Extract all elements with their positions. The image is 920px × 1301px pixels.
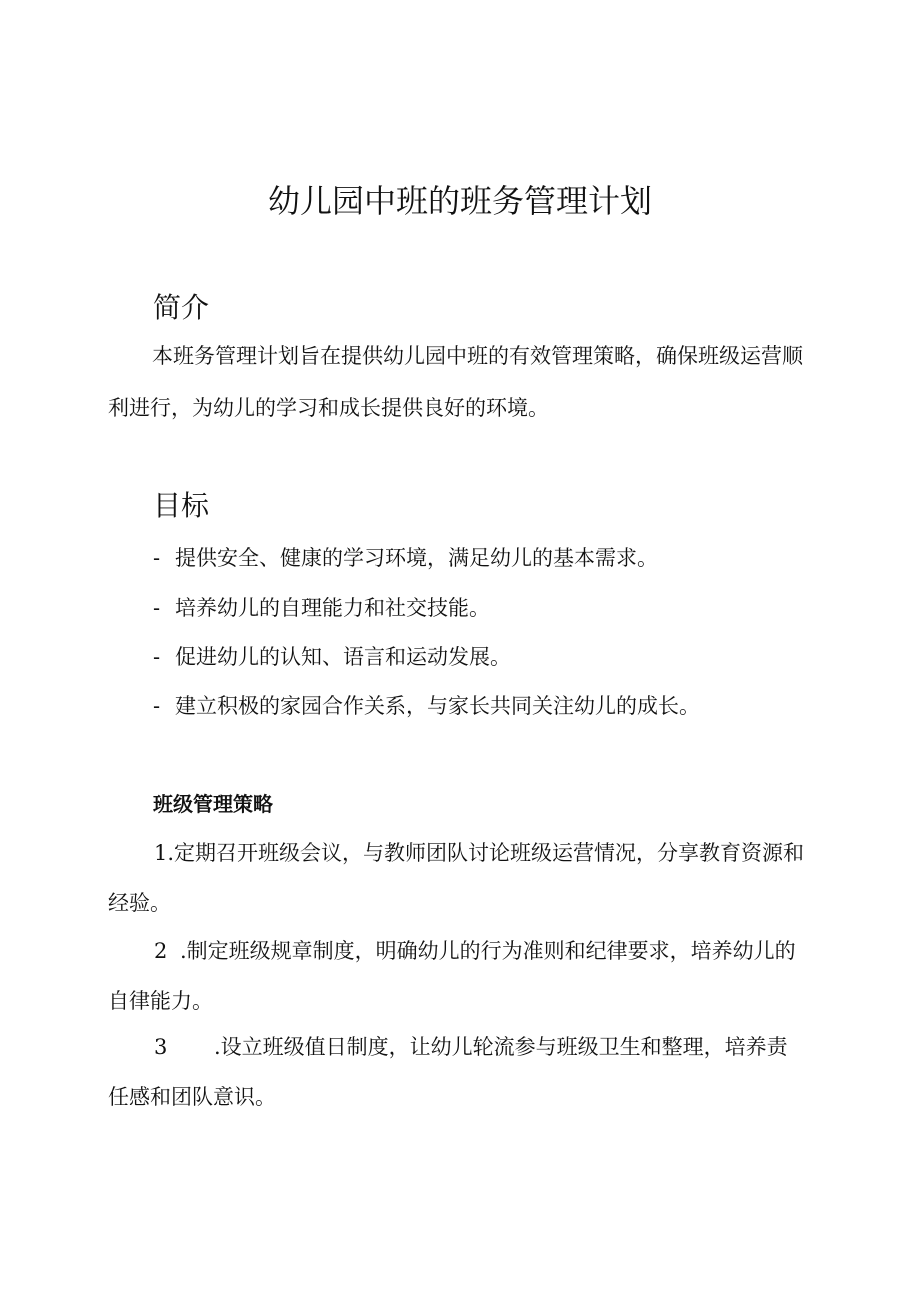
goal-item: [153, 542, 658, 572]
goal-bullet: -: [153, 645, 161, 669]
goal-bullet: -: [153, 546, 161, 570]
strategy-item: [108, 1022, 808, 1122]
strategies-heading: 班级管理策略: [153, 792, 273, 816]
strategy-number: 1.: [154, 841, 175, 865]
strategy-text: 定期召开班级会议，与教师团队讨论班级运营情况，分享教育资源和经验。: [108, 841, 805, 915]
strategy-number: 2: [154, 939, 168, 963]
goal-text: 培养幼儿的自理能力和社交技能。: [175, 596, 490, 620]
strategy-text: .设立班级值日制度，让幼儿轮流参与班级卫生和整理，培养责任感和团队意识。: [108, 1035, 788, 1109]
document-title: 幼儿园中班的班务管理计划: [267, 182, 652, 220]
intro-paragraph: 本班务管理计划旨在提供幼儿园中班的有效管理策略，确保班级运营顺利进行，为幼儿的学习和成长提供良好的环境。: [108, 344, 803, 420]
goal-text: 提供安全、健康的学习环境，满足幼儿的基本需求。: [175, 546, 658, 570]
goal-bullet: -: [153, 694, 161, 718]
goal-item: [153, 592, 490, 622]
goal-item: [153, 690, 700, 720]
strategy-text: .制定班级规章制度，明确幼儿的行为准则和纪律要求，培养幼儿的自律能力。: [108, 939, 796, 1013]
intro-heading: 简介: [153, 291, 210, 324]
goal-item: [153, 641, 511, 671]
goal-text: 建立积极的家园合作关系，与家长共同关注幼儿的成长。: [175, 694, 700, 718]
goal-text: 促进幼儿的认知、语言和运动发展。: [175, 645, 511, 669]
goal-bullet: -: [153, 596, 161, 620]
goals-heading: 目标: [153, 489, 210, 522]
strategy-item: [108, 828, 808, 928]
strategy-item: [108, 926, 808, 1026]
strategy-number: 3: [154, 1035, 168, 1059]
